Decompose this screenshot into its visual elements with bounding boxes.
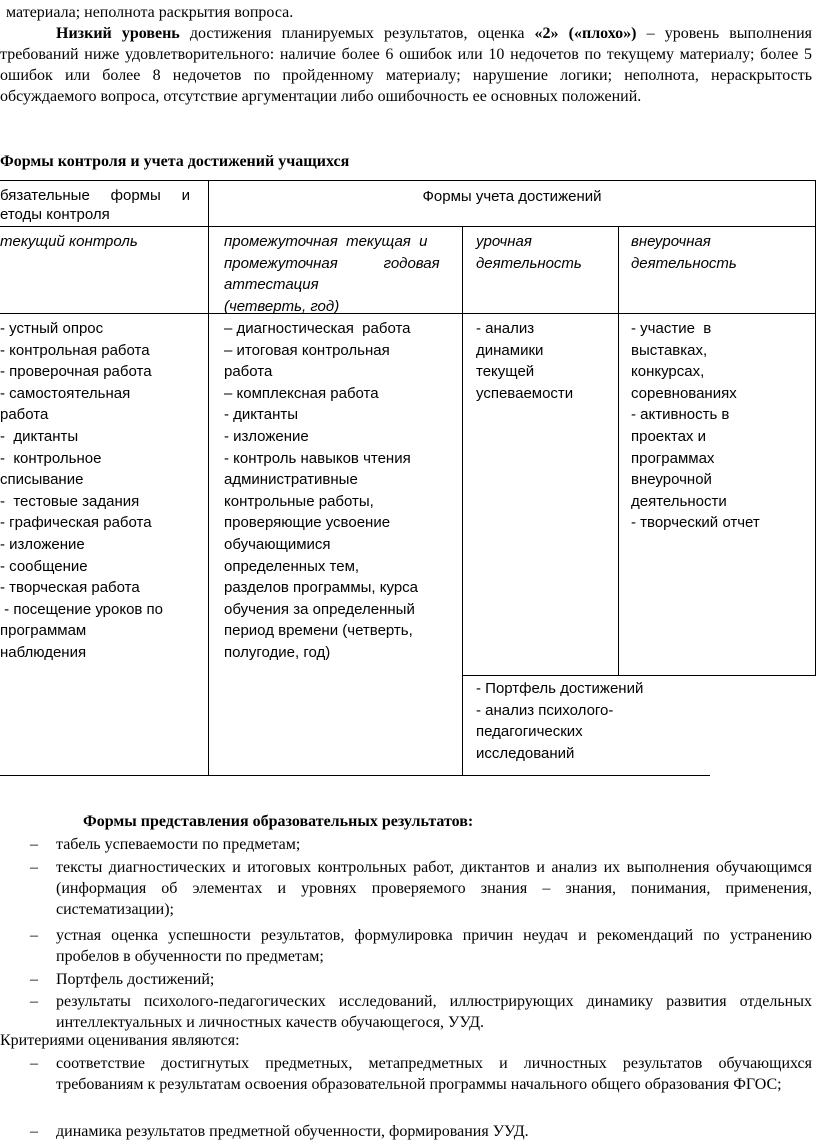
list-item: работа	[0, 406, 49, 424]
list-item: контрольные работы,	[224, 492, 374, 510]
list-item: - диктанты	[0, 427, 79, 445]
subheader-lesson-line: урочная	[476, 233, 532, 250]
subheader-lesson-line: деятельность	[476, 254, 582, 272]
header-control-methods	[0, 186, 206, 224]
list-item: проверяющие усвоение	[224, 514, 391, 532]
list-item: полугодие, год)	[224, 643, 331, 661]
table-col4-divider	[618, 226, 619, 676]
table-col3-divider	[462, 226, 463, 776]
list-item: - Портфель достижений	[476, 680, 644, 697]
list-item: программам	[0, 622, 87, 640]
list-item: - проверочная работа	[0, 363, 152, 381]
dash-bullet: –	[30, 993, 38, 1010]
list-item: выставках,	[631, 341, 708, 359]
subheader-attestation-line: промежуточная годовая	[224, 254, 440, 272]
list-item: период времени (четверть,	[224, 622, 413, 640]
dash-bullet: –	[30, 859, 38, 876]
header-control-line: етоды контроля	[0, 206, 110, 223]
table-header-border	[0, 226, 816, 227]
list-item: - участие в	[631, 320, 712, 337]
portfolio-merged-cell	[476, 678, 643, 764]
subheader-attestation-line: (четверть, год)	[224, 297, 340, 315]
current-control-list	[0, 318, 163, 664]
list-item: определенных тем,	[224, 557, 360, 575]
list-item: - анализ психолого-	[476, 701, 614, 719]
list-item: - изложение	[224, 427, 309, 445]
extracurricular-list	[631, 318, 760, 534]
list-item: – итоговая контрольная	[224, 341, 390, 359]
grade-label: «2» («плохо»)	[534, 25, 637, 42]
subheader-attestation	[224, 231, 460, 317]
list-item: - контрольная работа	[0, 341, 150, 359]
attestation-list	[224, 318, 418, 664]
presentation-item: табель успеваемости по предметам;	[56, 836, 301, 853]
list-item: наблюдения	[0, 643, 87, 661]
list-item: программах	[631, 449, 715, 467]
list-item: динамики	[476, 341, 544, 359]
low-level-paragraph	[0, 23, 812, 107]
dash-bullet: –	[30, 927, 38, 944]
list-item: соревнованиях	[631, 384, 737, 402]
header-achievement-forms: Формы учета достижений	[422, 188, 602, 205]
lesson-activity-list	[476, 318, 573, 404]
list-item: - творческий отчет	[631, 514, 760, 532]
presentation-item: Портфель достижений;	[56, 971, 215, 988]
list-item: - изложение	[0, 535, 85, 553]
list-item: - сообщение	[0, 557, 88, 575]
list-item: обучающимися	[224, 535, 331, 553]
subheader-extracurricular-line: деятельность	[631, 254, 737, 272]
table-col1-divider	[208, 180, 209, 776]
subheader-extracurricular-line: внеурочная	[631, 233, 711, 250]
list-item: работа	[224, 363, 273, 381]
list-item: - контроль навыков чтения	[224, 449, 411, 467]
header-control-line: бязательные формы и	[0, 187, 190, 204]
list-item: разделов программы, курса	[224, 579, 419, 597]
presentation-item: результаты психолого-педагогических исследований, иллюстрирующих динамику развития отдельных интеллектуальных и личностных качеств обучающегося, УУД.	[56, 993, 812, 1031]
list-item: – диагностическая работа	[224, 320, 411, 337]
list-item: - диктанты	[224, 406, 299, 424]
presentation-item: тексты диагностических и итоговых контрольных работ, диктантов и анализ их выполнения обучающимся (информация об элементах и уровнях проверяемого знания – знания, понимания, применения, систематизации);	[56, 859, 812, 918]
table-merged-border	[462, 675, 816, 676]
dash-bullet: –	[30, 836, 38, 853]
list-item: проектах и	[631, 427, 706, 445]
table-top-border	[0, 180, 816, 181]
criteria-item: динамика результатов предметной обученности, формирования УУД.	[56, 1123, 529, 1140]
list-item: исследований	[476, 744, 575, 762]
list-item: – комплексная работа	[224, 384, 379, 402]
list-item: - устный опрос	[0, 320, 104, 337]
list-item: - активность в	[631, 406, 730, 424]
list-item: - посещение уроков по	[0, 600, 164, 618]
list-item: - анализ	[476, 320, 535, 337]
list-item: списывание	[0, 471, 84, 489]
table-bottom-border	[0, 775, 710, 776]
list-item: внеурочной	[631, 471, 712, 489]
presentation-title: Формы представления образовательных результатов:	[83, 813, 474, 830]
list-item: текущей	[476, 363, 535, 381]
list-item: деятельности	[631, 492, 727, 510]
dash-bullet: –	[30, 971, 38, 988]
subheader-lesson-activity	[476, 231, 582, 274]
subheader-extracurricular	[631, 231, 737, 274]
low-level-label: Низкий уровень	[56, 25, 180, 42]
list-item: - тестовые задания	[0, 492, 140, 510]
forms-control-title: Формы контроля и учета достижений учащихся	[0, 153, 350, 170]
list-item: - самостоятельная	[0, 384, 131, 402]
criteria-item: соответствие достигнутых предметных, метапредметных и личностных результатов обучающихся требованиям к результатам освоения образовательной программы начального общего образования ФГОС;	[56, 1055, 812, 1093]
presentation-item: устная оценка успешности результатов, формулировка причин неудач и рекомендаций по устранению пробелов в обученности по предметам;	[56, 927, 812, 965]
list-item: - графическая работа	[0, 514, 152, 532]
list-item: административные	[224, 471, 358, 489]
low-level-text-2: – уровень выполнения требований ниже удовлетворительного: наличие более 6 ошибок или 10 недочетов по текущему материалу; более 5 ошибок или более 8 недочетов по пройденному материалу; нарушение логики; неполнота, нераскрытость обсуждаемого вопроса, отсутствие аргументации либо ошибочность ее основных положений.	[0, 25, 813, 105]
list-item: конкурсах,	[631, 363, 705, 381]
intro-continuation: материала; неполнота раскрытия вопроса.	[6, 4, 294, 21]
list-item: успеваемости	[476, 384, 574, 402]
subheader-current-control: текущий контроль	[0, 233, 138, 250]
list-item: обучения за определенный	[224, 600, 415, 618]
dash-bullet: –	[30, 1055, 38, 1072]
dash-bullet: –	[30, 1123, 38, 1140]
low-level-text-1: достижения планируемых результатов, оценка	[179, 25, 535, 42]
list-item: педагогических	[476, 723, 583, 741]
subheader-attestation-line: аттестация	[224, 276, 319, 294]
criteria-intro: Критериями оценивания являются:	[0, 1032, 240, 1049]
subheader-attestation-line: промежуточная текущая и	[224, 233, 428, 250]
list-item: - творческая работа	[0, 579, 140, 597]
list-item: - контрольное	[0, 449, 102, 467]
